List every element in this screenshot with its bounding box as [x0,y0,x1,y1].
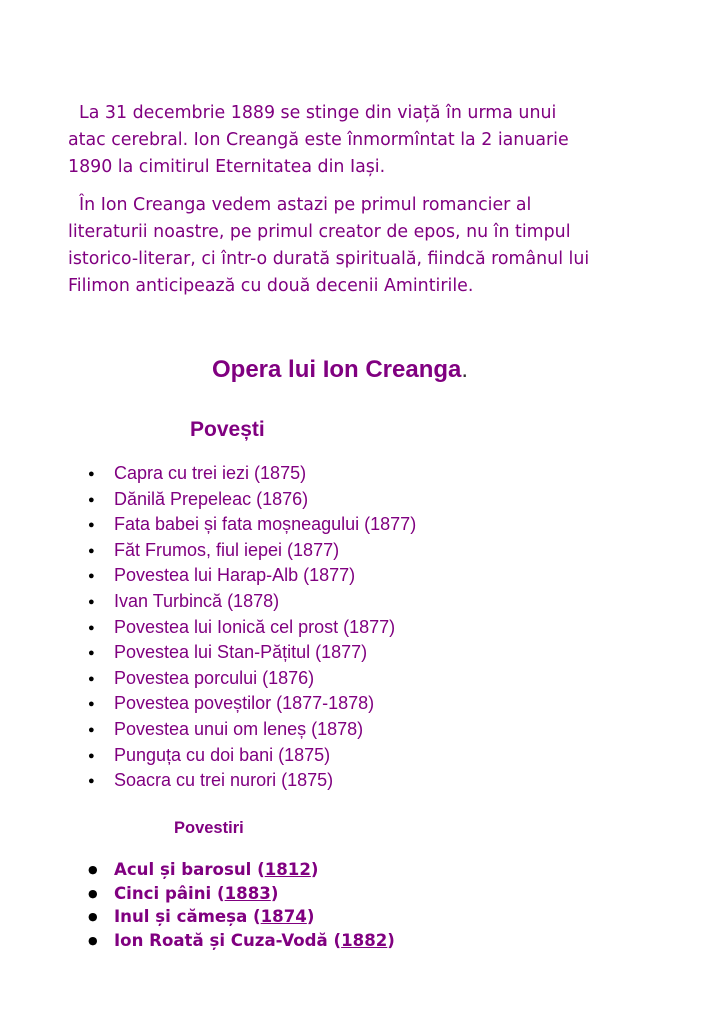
intro-paragraph-death [68,100,668,181]
story-title: Dănilă Prepeleac (1876) [114,488,309,509]
bullet-icon: ● [88,647,95,660]
list-item [88,538,416,564]
year-link[interactable]: 1882 [341,930,388,950]
year-link[interactable]: 1883 [224,883,271,903]
bullet-icon: ● [88,886,98,900]
list-item [88,512,416,538]
page-title [212,354,468,386]
list-item [88,768,416,794]
year-link[interactable]: 1812 [264,860,311,879]
list-item [88,717,416,743]
story-title: Capra cu trei iezi (1875) [114,463,307,483]
bullet-icon: ● [88,749,95,762]
bullet-icon: ● [88,910,98,924]
paragraph-line: istorico-literar, ci într-o durată spirituală, fiindcă românul lui [68,249,590,269]
list-item: ● Inul și cămeșa (1874) [88,905,395,929]
bullet-icon: ● [88,544,95,557]
paragraph-line: atac cerebral. Ion Creangă este înmormîntat la 2 ianuarie [68,130,569,150]
bullet-icon: ● [88,595,95,608]
list-item [88,461,416,487]
list-item [88,487,416,513]
paragraph-line: Filimon anticipează cu două decenii Amintirile. [68,276,474,296]
story-title: Povestea lui Stan-Pățitul (1877) [114,642,368,663]
bullet-icon: ● [88,863,98,876]
bullet-icon: ● [88,933,98,947]
povesti-heading: Povești [190,418,265,441]
list-item [88,666,416,692]
list-item [88,743,416,769]
list-item: ● Ion Roată și Cuza-Vodă (1882) [88,929,395,953]
story-title: Ion Roată și Cuza-Vodă [114,930,328,950]
list-item [88,640,416,666]
story-title: Inul și cămeșa [114,907,248,927]
bullet-icon: ● [88,570,95,583]
story-title: Ivan Turbincă (1878) [114,590,280,611]
bullet-icon: ● [88,672,95,685]
list-item [88,615,416,641]
list-item [88,691,416,717]
story-title: Cinci pâini [114,883,212,903]
list-item [88,589,416,615]
bullet-icon: ● [88,519,95,532]
list-item: ● Cinci pâini (1883) [88,882,395,906]
bullet-icon: ● [88,493,95,506]
story-title: Soacra cu trei nurori (1875) [114,770,334,791]
story-title: Punguța cu doi bani (1875) [114,744,331,765]
paragraph-line: În Ion Creanga vedem astazi pe primul romancier al [68,195,532,215]
story-title: Povestea lui Harap-Alb (1877) [114,565,356,586]
paragraph-line: literaturii noastre, pe primul creator de epos, nu în timpul [68,222,571,242]
year-link[interactable]: 1874 [260,907,307,927]
paragraph-line: La 31 decembrie 1889 se stinge din viață în urma unui [68,103,557,123]
title-dot: . [461,356,469,383]
bullet-icon: ● [88,468,95,480]
story-title: Povestea poveștilor (1877-1878) [114,693,375,714]
story-title: Povestea lui Ionică cel prost (1877) [114,616,396,637]
povesti-list [88,461,416,794]
povestiri-list [88,858,395,952]
story-title: Acul și barosul [114,860,252,879]
povestiri-heading: Povestiri [174,819,244,837]
story-title: Povestea porcului (1876) [114,667,315,688]
story-title: Povestea unui om leneș (1878) [114,718,364,739]
title-text: Opera lui Ion Creanga [212,356,462,383]
intro-paragraph-novelist [68,192,668,300]
bullet-icon: ● [88,621,95,634]
list-item [88,563,416,589]
bullet-icon: ● [88,723,95,736]
paragraph-line: 1890 la cimitirul Eternitatea din Iași. [68,157,386,177]
story-title: Fata babei și fata moșneagului (1877) [114,514,417,535]
list-item: ● Acul și barosul (1812) [88,858,395,882]
story-title: Făt Frumos, fiul iepei (1877) [114,539,340,560]
bullet-icon: ● [88,698,95,711]
bullet-icon: ● [88,775,95,788]
